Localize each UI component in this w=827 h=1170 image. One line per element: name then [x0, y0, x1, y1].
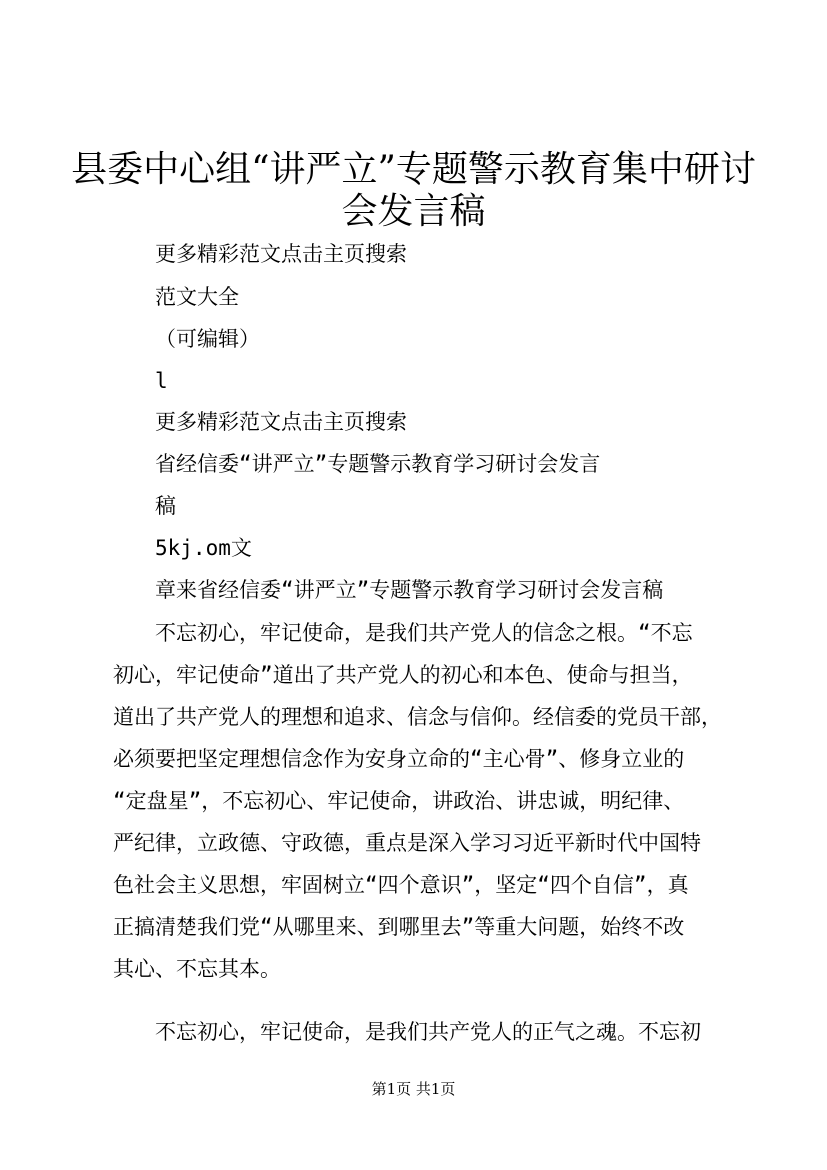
document-title-line-1: 县委中心组“讲严立”专题警示教育集中研讨: [71, 149, 756, 190]
header-line: l: [155, 369, 168, 393]
paragraph-line: 严纪律，立政德、守政德，重点是深入学习习近平新时代中国特: [113, 831, 701, 855]
document-title-line-2: 会发言稿: [341, 191, 486, 232]
paragraph-line: 正搞清楚我们党“从哪里来、到哪里去”等重大问题，始终不改: [113, 915, 685, 939]
paragraph-line: 色社会主义思想，牢固树立“四个意识”，坚定“四个自信”，真: [113, 873, 689, 897]
header-line: 5kj.om文: [155, 536, 252, 560]
header-line: 更多精彩范文点击主页搜索: [155, 410, 407, 434]
header-line: （可编辑）: [155, 327, 260, 351]
header-line: 省经信委“讲严立”专题警示教育学习研讨会发言: [155, 452, 601, 476]
page-footer: 第1页 共1页: [371, 1080, 456, 1098]
header-line: 范文大全: [155, 285, 239, 309]
paragraph-line: 不忘初心，牢记使命，是我们共产党人的正气之魂。不忘初: [155, 1020, 701, 1044]
paragraph-line: “定盘星”，不忘初心、牢记使命，讲政治、讲忠诚，明纪律、: [113, 789, 685, 813]
header-line: 章来省经信委“讲严立”专题警示教育学习研讨会发言稿: [155, 578, 664, 602]
paragraph-line: 道出了共产党人的理想和追求、信念与信仰。经信委的党员干部，: [113, 705, 722, 729]
paragraph-line: 其心、不忘其本。: [113, 957, 281, 981]
header-line: 稿: [155, 494, 176, 518]
header-line: 更多精彩范文点击主页搜索: [155, 242, 407, 266]
paragraph-line: 不忘初心，牢记使命，是我们共产党人的信念之根。“不忘: [155, 621, 693, 645]
paragraph-line: 初心，牢记使命”道出了共产党人的初心和本色、使命与担当，: [113, 663, 693, 687]
paragraph-line: 必须要把坚定理想信念作为安身立命的“主心骨”、修身立业的: [113, 747, 685, 771]
